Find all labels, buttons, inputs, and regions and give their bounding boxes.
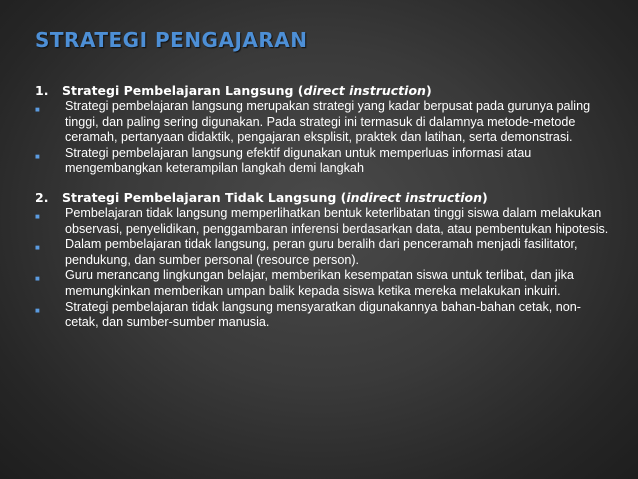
slide-content [35,82,610,331]
bullet-list [35,206,610,331]
square-bullet-icon: ■ [35,274,40,284]
heading-italic: direct instruction [303,83,426,98]
slide-title: STRATEGI PENGAJARAN [35,28,308,52]
bullet-text: Dalam pembelajaran tidak langsung, peran guru beralih dari penceramah menjadi fasilitator, pendukung, dan sumber personal (resource person). [65,237,578,267]
square-bullet-icon: ■ [35,211,40,221]
list-item [35,206,610,237]
list-item [35,300,610,331]
bullet-text: Strategi pembelajaran langsung merupakan strategi yang kadar berpusat pada gurunya paling tinggi, dan paling sering digunakan. Pada strategi ini termasuk di dalamnya metode-metode ceramah, pertanyaan didaktik, pengajaran eksplisit, praktek dan latihan, serta demonstrasi. [65,99,591,145]
section-indirect-instruction [35,189,610,331]
section-number: 1. [35,83,49,98]
section-direct-instruction [35,82,610,177]
bullet-list [35,99,610,177]
section-heading [35,82,610,99]
section-heading [35,189,610,206]
heading-suffix: ) [425,83,432,98]
heading-prefix: Strategi Pembelajaran Langsung ( [62,83,304,98]
square-bullet-icon: ■ [35,243,40,253]
section-heading-text [62,189,488,206]
list-item [35,268,610,299]
square-bullet-icon: ■ [35,151,40,161]
bullet-text: Strategi pembelajaran langsung efektif digunakan untuk memperluas informasi atau mengembangkan keterampilan langkah demi langkah [65,145,532,176]
section-number: 2. [35,189,49,205]
heading-prefix: Strategi Pembelajaran Tidak Langsung ( [62,189,347,205]
heading-suffix: ) [481,189,488,205]
list-item [35,99,610,146]
section-heading-text [62,82,432,99]
list-item [35,146,610,177]
square-bullet-icon: ■ [35,305,40,315]
bullet-text: Strategi pembelajaran tidak langsung mensyaratkan digunakannya bahan-bahan cetak, non-cetak, dan sumber-sumber manusia. [65,299,581,330]
list-item [35,237,610,268]
square-bullet-icon: ■ [35,105,40,114]
heading-italic: indirect instruction [346,189,482,205]
bullet-text: Guru merancang lingkungan belajar, memberikan kesempatan siswa untuk terlibat, dan jika memungkinkan memberikan umpan balik kepada siswa ketika mereka melakukan inkuiri. [65,268,574,298]
bullet-text: Pembelajaran tidak langsung memperlihatkan bentuk keterlibatan tinggi siswa dalam melakukan observasi, penyelidikan, penggambaran inferensi berdasarkan data, atau pembentukan hipotesis. [65,205,609,236]
